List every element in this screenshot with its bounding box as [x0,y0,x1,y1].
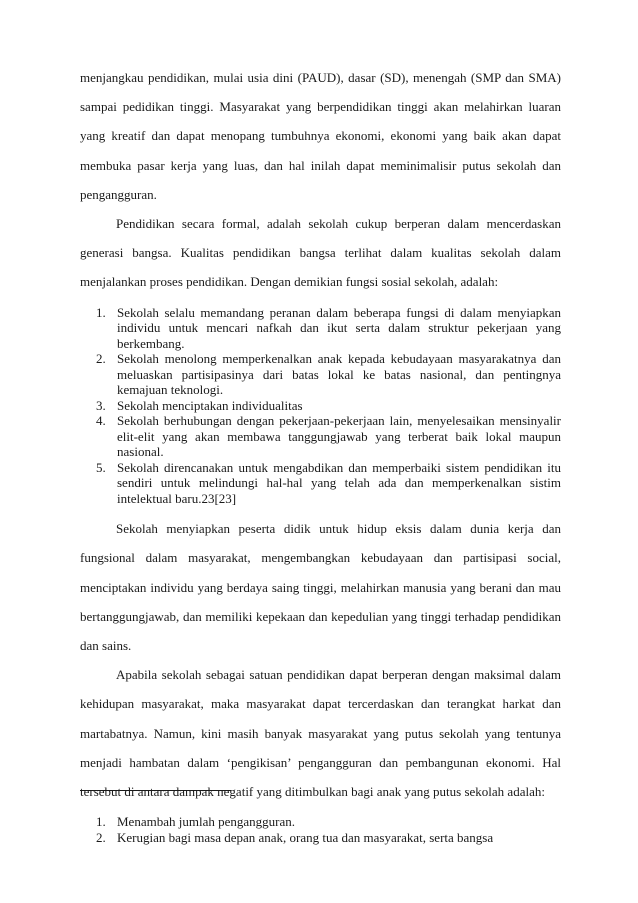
school-functions-list [80,305,561,507]
list-item-text: Sekolah menolong memperkenalkan anak kepada kebudayaan masyarakatnya dan meluaskan partisipasinya dari batas lokal ke batas nasional, dan pentingnya kemajuan teknologi. [117,351,561,398]
list-item [80,830,561,846]
paragraph-intro: menjangkau pendidikan, mulai usia dini (PAUD), dasar (SD), menengah (SMP dan SMA) sampai pedidikan tinggi. Masyarakat yang berpendidikan tinggi akan melahirkan luaran yang kreatif dan dapat menopang tumbuhnya ekonomi, ekonomi yang baik akan dapat membuka pasar kerja yang luas, dan hal inilah dapat meminimalisir putus sekolah dan pengangguran. [80,70,561,202]
list-number: 5. [96,459,106,475]
list-item [80,351,561,398]
list-item [80,413,561,460]
list-item-text: Sekolah direncanakan untuk mengabdikan dan memperbaiki sistem pendidikan itu sendiri untuk melindungi hal-hal yang telah ada dan memperkenalkan sistim intelektual baru.23[23] [117,459,561,506]
list-item-text: Menambah jumlah pengangguran. [117,814,295,830]
list-item-text: Kerugian bagi masa depan anak, orang tua dan masyarakat, serta bangsa [117,829,494,845]
paragraph-school-function: Pendidikan secara formal, adalah sekolah cukup berperan dalam mencerdaskan generasi bangsa. Kualitas pendidikan bangsa terlihat dalam kualitas sekolah dalam menjalankan proses pendidikan. Dengan demikian fungsi sosial sekolah, adalah: [80,216,561,290]
list-number: 1. [96,814,106,830]
list-number: 3. [96,397,106,413]
list-item [80,398,561,414]
list-item [80,814,561,830]
page-content [80,63,561,845]
list-item-text: Sekolah berhubungan dengan pekerjaan-pekerjaan lain, menyelesaikan mensinyalir elit-elit yang akan membawa tanggungjawab yang terberat baik lokal maupun nasional. [117,413,561,460]
list-number: 2. [96,351,106,367]
list-number: 1. [96,304,106,320]
list-item-text: Sekolah selalu memandang peranan dalam beberapa fungsi di dalam menyiapkan individu untuk mencari nafkah dan ikut serta dalam struktur pekerjaan yang berkembang. [117,304,561,351]
list-item [80,305,561,352]
list-item [80,460,561,507]
list-number: 2. [96,829,106,845]
dropout-impact-list [80,814,561,845]
list-item-text: Sekolah menciptakan individualitas [117,397,303,413]
paragraph-dropout-impact: Apabila sekolah sebagai satuan pendidikan dapat berperan dengan maksimal dalam kehidupan masyarakat, maka masyarakat dapat tercerdaskan dan terangkat harkat dan martabatnya. Namun, kini masih banyak masyarakat yang putus sekolah yang tentunya menjadi hambatan dalam ‘pengikisan’ pengangguran dan pembangunan ekonomi. Hal tersebut di antara dampak negatif yang ditimbulkan bagi anak yang putus sekolah adalah: [80,667,561,799]
footnote-separator [80,790,231,791]
list-number: 4. [96,413,106,429]
paragraph-school-prepares: Sekolah menyiapkan peserta didik untuk hidup eksis dalam dunia kerja dan fungsional dalam masyarakat, mengembangkan kebudayaan dan partisipasi social, menciptakan individu yang berdaya saing tinggi, melahirkan manusia yang berani dan mau bertanggungjawab, dan memiliki kepekaan dan kepedulian yang tinggi terhadap pendidikan dan sains. [80,521,561,653]
